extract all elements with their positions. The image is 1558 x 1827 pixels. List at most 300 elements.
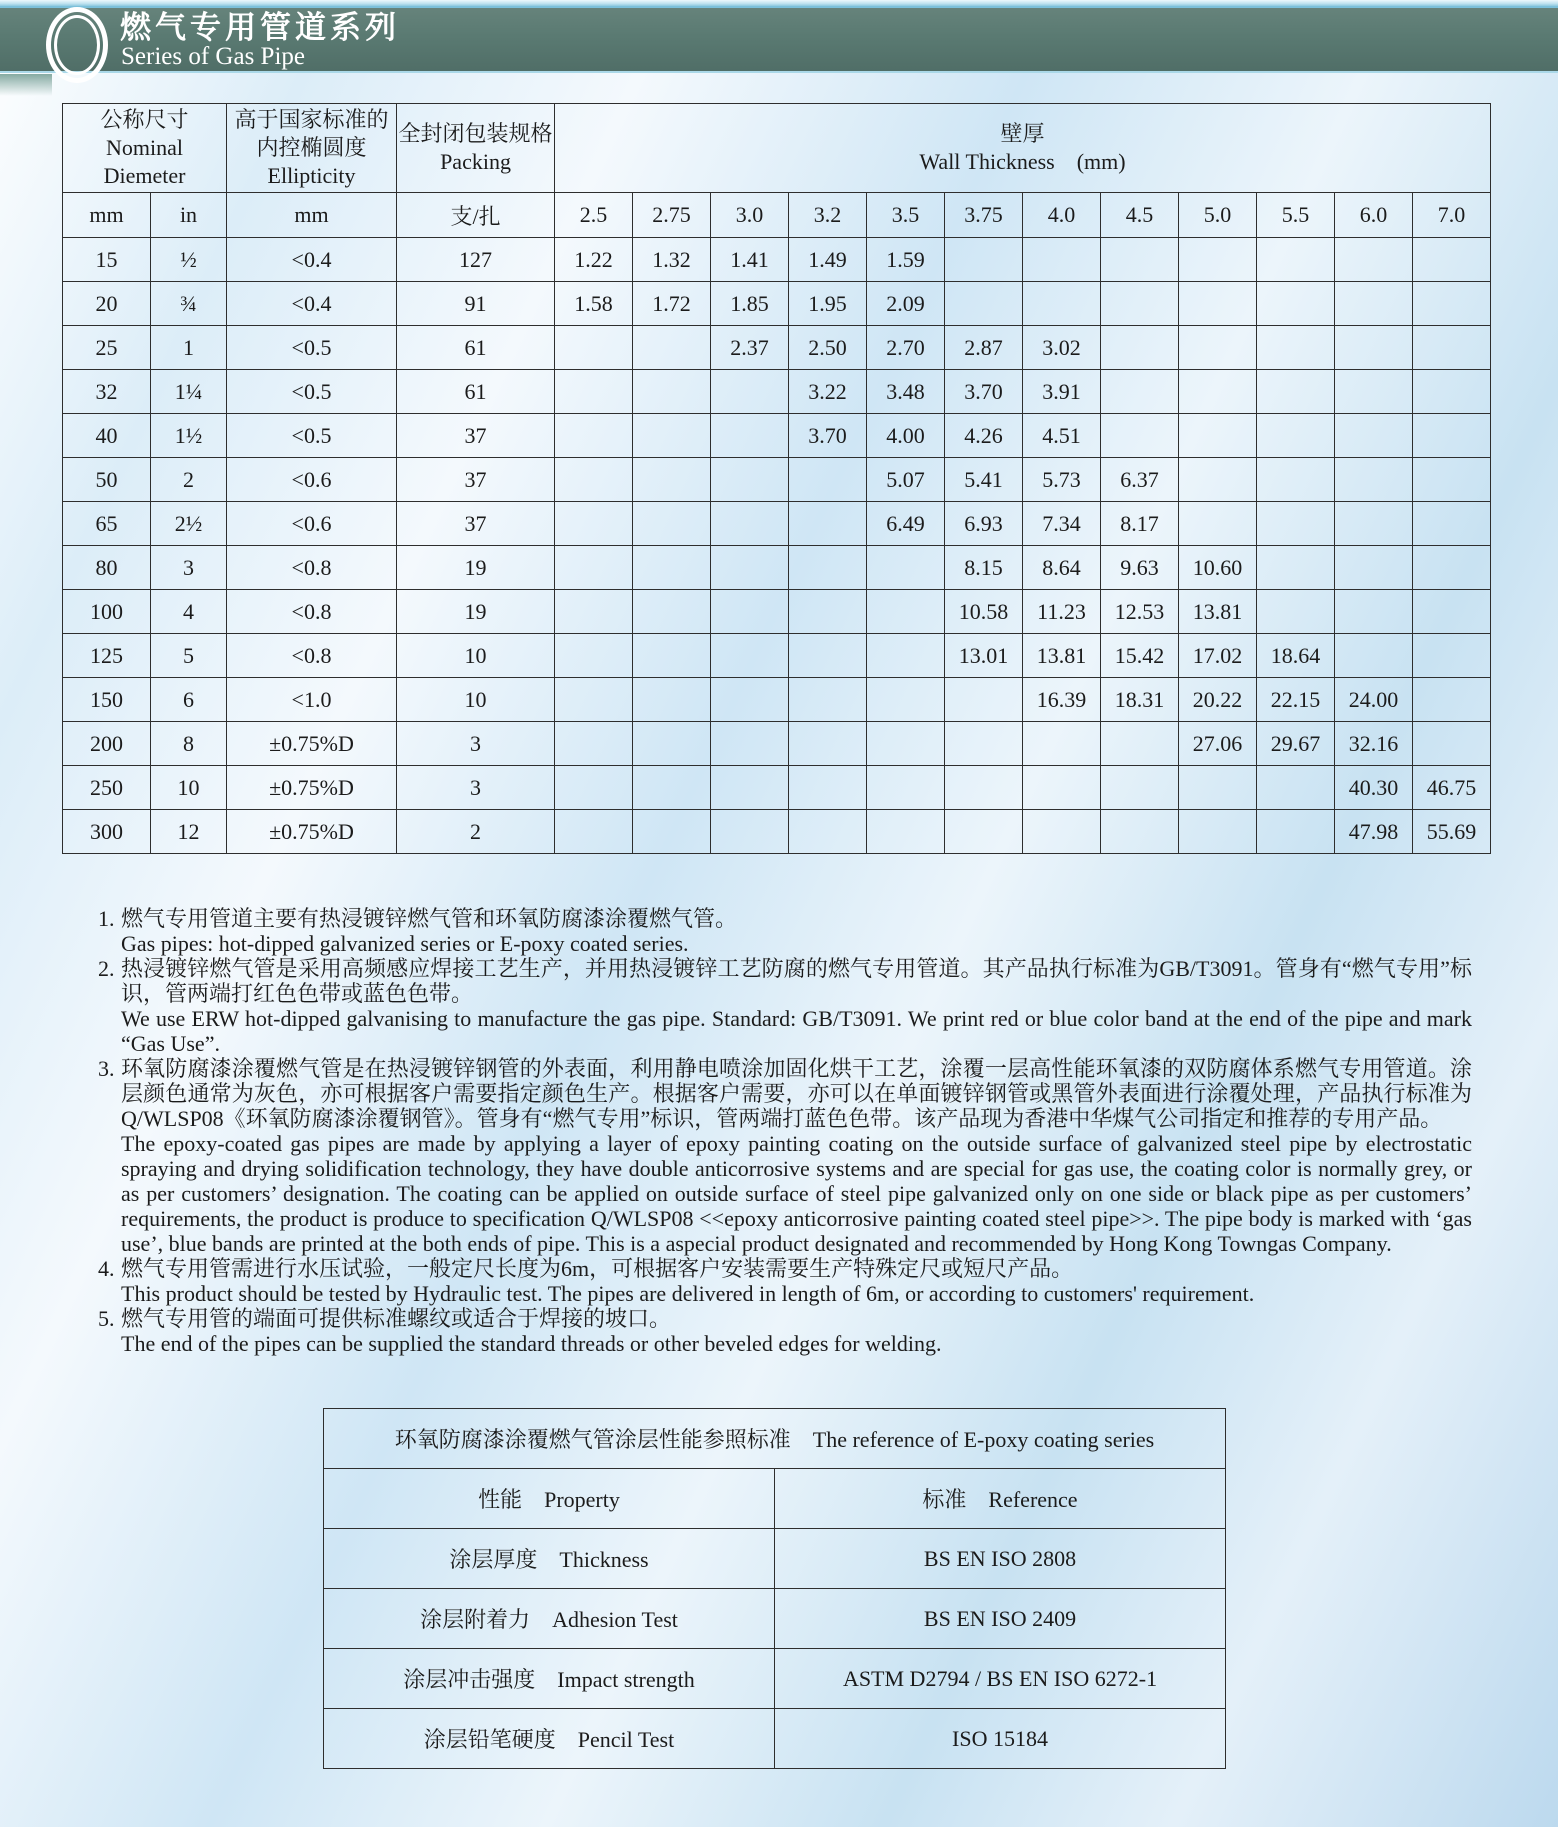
note-number: 3. — [98, 1056, 115, 1081]
wall-thickness-header — [555, 104, 1491, 193]
spec-table-row — [63, 678, 1491, 722]
spec-cell: 3.70 — [789, 414, 867, 458]
spec-cell: 2.37 — [711, 326, 789, 370]
spec-cell — [867, 678, 945, 722]
column-unit-header-cell: 4.5 — [1101, 193, 1179, 238]
spec-table-body — [63, 238, 1491, 854]
packing-header-en: Packing — [440, 149, 511, 174]
spec-cell — [555, 634, 633, 678]
spec-cell — [1101, 766, 1179, 810]
spec-cell — [1101, 282, 1179, 326]
spec-cell: 37 — [397, 414, 555, 458]
spec-cell: <0.4 — [227, 238, 397, 282]
spec-cell — [867, 546, 945, 590]
spec-cell: ¾ — [151, 282, 227, 326]
spec-cell — [1413, 678, 1491, 722]
coating-table-row — [324, 1649, 1226, 1709]
spec-cell — [1335, 590, 1413, 634]
spec-cell: 3 — [397, 722, 555, 766]
spec-cell — [1179, 810, 1257, 854]
spec-cell — [711, 766, 789, 810]
notes-section — [98, 906, 1472, 1406]
spec-cell — [945, 678, 1023, 722]
spec-cell: 6.37 — [1101, 458, 1179, 502]
coating-table-title: 环氧防腐漆涂覆燃气管涂层性能参照标准 The reference of E-poxy coating series — [324, 1409, 1226, 1469]
note-text-zh: 燃气专用管道主要有热浸镀锌燃气管和环氧防腐漆涂覆燃气管。 — [121, 906, 738, 931]
spec-table-row — [63, 282, 1491, 326]
spec-table-row — [63, 238, 1491, 282]
spec-cell — [633, 370, 711, 414]
spec-cell — [945, 766, 1023, 810]
spec-cell — [1413, 238, 1491, 282]
spec-cell — [1023, 766, 1101, 810]
spec-cell — [1335, 414, 1413, 458]
coating-title-row — [324, 1409, 1226, 1469]
spec-cell: <1.0 — [227, 678, 397, 722]
spec-cell: 3.91 — [1023, 370, 1101, 414]
spec-cell — [1179, 238, 1257, 282]
spec-cell — [633, 502, 711, 546]
spec-cell — [1257, 766, 1335, 810]
spec-cell: 10 — [151, 766, 227, 810]
spec-cell: 18.64 — [1257, 634, 1335, 678]
spec-cell — [789, 590, 867, 634]
spec-cell: 20 — [63, 282, 151, 326]
spec-cell: 3.70 — [945, 370, 1023, 414]
spec-cell — [1257, 326, 1335, 370]
spec-cell — [789, 502, 867, 546]
spec-cell: 1.22 — [555, 238, 633, 282]
spec-cell — [555, 370, 633, 414]
spec-cell — [945, 722, 1023, 766]
spec-cell: <0.6 — [227, 502, 397, 546]
note-text-zh: 环氧防腐漆涂覆燃气管是在热浸镀锌钢管的外表面，利用静电喷涂加固化烘干工艺，涂覆一层高性能环氧漆的双防腐体系燃气专用管道。涂层颜色通常为灰色，亦可根据客户需要指定颜色生产。根据客户需要，亦可以在单面镀锌钢管或黑管外表面进行涂覆处理，产品执行标准为Q/WLSP08《环氧防腐漆涂覆钢管》。管身有“燃气专用”标识，管两端打蓝色色带。该产品现为香港中华煤气公司指定和推荐的专用产品。 — [121, 1056, 1472, 1131]
spec-cell: 5.41 — [945, 458, 1023, 502]
spec-cell: 6.49 — [867, 502, 945, 546]
spec-cell: 20.22 — [1179, 678, 1257, 722]
column-unit-header-cell: 7.0 — [1413, 193, 1491, 238]
spec-cell: 1½ — [151, 414, 227, 458]
spec-cell — [1413, 502, 1491, 546]
spec-cell: <0.4 — [227, 282, 397, 326]
spec-cell: 80 — [63, 546, 151, 590]
packing-header-zh: 全封闭包装规格 — [398, 121, 553, 146]
spec-cell — [789, 458, 867, 502]
spec-cell — [1101, 810, 1179, 854]
spec-cell — [1257, 590, 1335, 634]
spec-table-row — [63, 590, 1491, 634]
spec-cell: 2.70 — [867, 326, 945, 370]
group-header-row — [63, 104, 1491, 193]
spec-cell: 150 — [63, 678, 151, 722]
spec-cell: 10.60 — [1179, 546, 1257, 590]
spec-cell — [633, 326, 711, 370]
spec-cell: 10.58 — [945, 590, 1023, 634]
spec-cell: 125 — [63, 634, 151, 678]
spec-cell: 8.17 — [1101, 502, 1179, 546]
coating-cell: ASTM D2794 / BS EN ISO 6272-1 — [775, 1649, 1226, 1709]
coating-table-row — [324, 1469, 1226, 1529]
spec-cell: 1.58 — [555, 282, 633, 326]
spec-cell: 37 — [397, 502, 555, 546]
column-unit-header-cell: 5.5 — [1257, 193, 1335, 238]
spec-table-row — [63, 634, 1491, 678]
spec-cell — [1335, 282, 1413, 326]
spec-cell — [789, 766, 867, 810]
spec-cell — [1023, 722, 1101, 766]
spec-cell — [1023, 282, 1101, 326]
spec-cell — [1335, 546, 1413, 590]
spec-cell — [711, 590, 789, 634]
spec-cell — [1413, 414, 1491, 458]
spec-cell: 8.64 — [1023, 546, 1101, 590]
spec-cell: 3 — [397, 766, 555, 810]
spec-cell — [1101, 326, 1179, 370]
spec-cell — [1257, 810, 1335, 854]
spec-cell — [555, 722, 633, 766]
spec-cell: 2.87 — [945, 326, 1023, 370]
note-text-zh: 燃气专用管的端面可提供标准螺纹或适合于焊接的坡口。 — [121, 1306, 672, 1331]
page-title-en: Series of Gas Pipe — [121, 43, 305, 70]
spec-cell: 19 — [397, 546, 555, 590]
spec-cell: 4.26 — [945, 414, 1023, 458]
spec-cell — [1413, 282, 1491, 326]
spec-cell — [633, 590, 711, 634]
wall-header-zh: 壁厚 — [1000, 121, 1045, 146]
spec-cell: 40.30 — [1335, 766, 1413, 810]
spec-cell — [1101, 370, 1179, 414]
column-unit-header-cell: 5.0 — [1179, 193, 1257, 238]
spec-cell: 8.15 — [945, 546, 1023, 590]
spec-cell — [555, 546, 633, 590]
spec-cell — [789, 546, 867, 590]
spec-cell: 12 — [151, 810, 227, 854]
pipe-ring-logo-inner — [54, 15, 100, 75]
spec-cell: 3 — [151, 546, 227, 590]
spec-cell — [711, 634, 789, 678]
spec-cell — [1101, 414, 1179, 458]
note-text-en: We use ERW hot-dipped galvanising to manufacture the gas pipe. Standard: GB/T3091. We print red or blue color band at the end of the pipe and mark “Gas Use”. — [121, 1006, 1472, 1056]
nominal-header-en1: Nominal — [106, 135, 183, 160]
spec-table-row — [63, 810, 1491, 854]
packing-header — [397, 104, 555, 193]
spec-table-row — [63, 370, 1491, 414]
spec-cell: 200 — [63, 722, 151, 766]
spec-cell — [1413, 546, 1491, 590]
spec-cell — [555, 678, 633, 722]
spec-cell: 5 — [151, 634, 227, 678]
spec-cell: 6.93 — [945, 502, 1023, 546]
spec-cell — [1257, 282, 1335, 326]
column-unit-header-cell: 2.5 — [555, 193, 633, 238]
spec-cell: 18.31 — [1101, 678, 1179, 722]
nominal-header-en2: Diemeter — [103, 163, 186, 188]
spec-cell — [1335, 238, 1413, 282]
spec-cell — [711, 722, 789, 766]
logo-fade-decoration — [0, 74, 52, 96]
spec-cell: 2.50 — [789, 326, 867, 370]
spec-cell — [1413, 634, 1491, 678]
spec-cell — [1335, 370, 1413, 414]
note-item — [98, 1056, 1472, 1256]
note-item — [98, 956, 1472, 1056]
ellipticity-header-en: Ellipticity — [267, 163, 356, 188]
column-unit-header-cell: mm — [227, 193, 397, 238]
spec-cell: 1.49 — [789, 238, 867, 282]
spec-cell — [1101, 238, 1179, 282]
spec-cell: 29.67 — [1257, 722, 1335, 766]
spec-cell: 127 — [397, 238, 555, 282]
spec-cell: ±0.75%D — [227, 722, 397, 766]
spec-cell: ±0.75%D — [227, 810, 397, 854]
spec-cell — [945, 810, 1023, 854]
spec-cell: 12.53 — [1101, 590, 1179, 634]
spec-cell — [867, 722, 945, 766]
spec-cell: 1.59 — [867, 238, 945, 282]
spec-cell — [1413, 370, 1491, 414]
spec-cell — [1101, 722, 1179, 766]
coating-cell: 涂层铅笔硬度 Pencil Test — [324, 1709, 775, 1769]
spec-cell — [1257, 238, 1335, 282]
spec-cell — [555, 810, 633, 854]
spec-cell: 16.39 — [1023, 678, 1101, 722]
spec-cell — [711, 414, 789, 458]
spec-cell: 32.16 — [1335, 722, 1413, 766]
note-number: 4. — [98, 1256, 115, 1281]
spec-cell: 2 — [151, 458, 227, 502]
spec-cell: 1.72 — [633, 282, 711, 326]
spec-cell — [1179, 502, 1257, 546]
coating-table-row — [324, 1529, 1226, 1589]
spec-cell — [711, 546, 789, 590]
spec-cell: 4.00 — [867, 414, 945, 458]
spec-cell: ±0.75%D — [227, 766, 397, 810]
spec-cell — [1413, 722, 1491, 766]
spec-cell: 46.75 — [1413, 766, 1491, 810]
spec-table-row — [63, 458, 1491, 502]
spec-cell — [555, 502, 633, 546]
spec-cell: 61 — [397, 326, 555, 370]
spec-table-row — [63, 722, 1491, 766]
spec-cell: 13.81 — [1023, 634, 1101, 678]
spec-cell: 32 — [63, 370, 151, 414]
spec-cell — [711, 502, 789, 546]
spec-cell — [867, 634, 945, 678]
spec-cell — [1179, 282, 1257, 326]
spec-cell — [1335, 502, 1413, 546]
spec-cell: <0.5 — [227, 414, 397, 458]
spec-cell — [1413, 326, 1491, 370]
spec-cell — [1257, 502, 1335, 546]
spec-cell — [1413, 590, 1491, 634]
spec-cell: 22.15 — [1257, 678, 1335, 722]
page-title-zh: 燃气专用管道系列 — [120, 10, 400, 45]
spec-cell: 24.00 — [1335, 678, 1413, 722]
spec-cell — [1335, 634, 1413, 678]
column-unit-header-cell: mm — [63, 193, 151, 238]
spec-cell: <0.8 — [227, 546, 397, 590]
note-item — [98, 1256, 1472, 1306]
note-text-en: Gas pipes: hot-dipped galvanized series or E-poxy coated series. — [121, 931, 689, 956]
spec-cell: <0.8 — [227, 590, 397, 634]
note-number: 1. — [98, 906, 115, 931]
spec-cell — [1179, 370, 1257, 414]
spec-cell — [867, 810, 945, 854]
spec-cell: 2 — [397, 810, 555, 854]
column-unit-header-cell: 支/扎 — [397, 193, 555, 238]
spec-cell — [1257, 458, 1335, 502]
spec-cell — [1179, 458, 1257, 502]
note-text-en: The end of the pipes can be supplied the standard threads or other beveled edges for welding. — [121, 1331, 942, 1356]
spec-cell — [633, 810, 711, 854]
coating-cell: 性能 Property — [324, 1469, 775, 1529]
note-item — [98, 906, 1472, 956]
spec-cell — [867, 590, 945, 634]
spec-table-row — [63, 326, 1491, 370]
spec-cell: <0.5 — [227, 370, 397, 414]
spec-cell: 50 — [63, 458, 151, 502]
spec-cell: 15.42 — [1101, 634, 1179, 678]
spec-cell: ½ — [151, 238, 227, 282]
spec-cell — [633, 546, 711, 590]
column-unit-header-cell: 4.0 — [1023, 193, 1101, 238]
spec-cell: 5.07 — [867, 458, 945, 502]
spec-cell — [1023, 810, 1101, 854]
spec-cell — [633, 766, 711, 810]
note-text-en: The epoxy-coated gas pipes are made by applying a layer of epoxy painting coating on the outside surface of galvanized steel pipe by electrostatic spraying and drying solidification technology, they have double anticorrosive systems and are special for gas use, the coating color is normally grey, or as per customers’ designation. The coating can be applied on outside surface of steel pipe galvanized only on one side or black pipe as per customers’ requirements, the product is produce to specification Q/WLSP08 <<epoxy anticorrosive painting coated steel pipe>>. The pipe body is marked with ‘gas use’, blue bands are printed at the both ends of pipe. This is a aspecial product designated and recommended by Hong Kong Towngas Company. — [121, 1131, 1472, 1256]
spec-cell — [555, 458, 633, 502]
column-unit-header-cell: 3.2 — [789, 193, 867, 238]
nominal-header-zh: 公称尺寸 — [100, 107, 189, 132]
spec-cell: 37 — [397, 458, 555, 502]
spec-table-row — [63, 546, 1491, 590]
spec-cell: 100 — [63, 590, 151, 634]
spec-table-row — [63, 766, 1491, 810]
coating-cell: ISO 15184 — [775, 1709, 1226, 1769]
spec-cell — [1179, 326, 1257, 370]
spec-cell: 55.69 — [1413, 810, 1491, 854]
spec-table-row — [63, 414, 1491, 458]
spec-cell: 3.48 — [867, 370, 945, 414]
spec-cell: 27.06 — [1179, 722, 1257, 766]
spec-cell: 250 — [63, 766, 151, 810]
spec-cell: 47.98 — [1335, 810, 1413, 854]
column-unit-header-cell: 3.0 — [711, 193, 789, 238]
spec-cell — [633, 634, 711, 678]
spec-cell — [711, 370, 789, 414]
column-unit-header-cell: 2.75 — [633, 193, 711, 238]
spec-cell: 6 — [151, 678, 227, 722]
spec-cell: 1.32 — [633, 238, 711, 282]
spec-cell: 1 — [151, 326, 227, 370]
spec-cell — [633, 414, 711, 458]
spec-cell: 19 — [397, 590, 555, 634]
column-unit-header-cell: 6.0 — [1335, 193, 1413, 238]
coating-cell: 涂层冲击强度 Impact strength — [324, 1649, 775, 1709]
spec-cell — [1413, 458, 1491, 502]
spec-cell — [1179, 414, 1257, 458]
spec-cell: 13.01 — [945, 634, 1023, 678]
spec-cell — [1179, 766, 1257, 810]
spec-cell: 4 — [151, 590, 227, 634]
spec-cell: 3.02 — [1023, 326, 1101, 370]
spec-table-row — [63, 502, 1491, 546]
spec-cell: 300 — [63, 810, 151, 854]
nominal-diameter-header — [63, 104, 227, 193]
spec-cell — [555, 766, 633, 810]
spec-cell — [555, 326, 633, 370]
spec-cell — [1335, 326, 1413, 370]
spec-cell — [1335, 458, 1413, 502]
coating-cell: 涂层附着力 Adhesion Test — [324, 1589, 775, 1649]
coating-table-row — [324, 1709, 1226, 1769]
column-unit-header-cell: 3.5 — [867, 193, 945, 238]
spec-cell: 11.23 — [1023, 590, 1101, 634]
spec-cell: <0.5 — [227, 326, 397, 370]
coating-standards-table — [323, 1408, 1226, 1769]
wall-header-en: Wall Thickness (mm) — [919, 149, 1126, 174]
spec-cell — [633, 458, 711, 502]
spec-cell: 1¼ — [151, 370, 227, 414]
spec-cell: 1.41 — [711, 238, 789, 282]
coating-cell: BS EN ISO 2409 — [775, 1589, 1226, 1649]
spec-cell: 15 — [63, 238, 151, 282]
note-number: 5. — [98, 1306, 115, 1331]
spec-cell — [789, 722, 867, 766]
spec-cell — [555, 414, 633, 458]
spec-cell — [711, 810, 789, 854]
note-text-zh: 燃气专用管需进行水压试验，一般定尺长度为6m，可根据客户安装需要生产特殊定尺或短尺产品。 — [121, 1256, 1074, 1281]
pipe-ring-logo-icon — [46, 7, 108, 83]
spec-cell: 10 — [397, 634, 555, 678]
spec-cell: 4.51 — [1023, 414, 1101, 458]
spec-cell — [1257, 370, 1335, 414]
note-text-zh: 热浸镀锌燃气管是采用高频感应焊接工艺生产，并用热浸镀锌工艺防腐的燃气专用管道。其产品执行标准为GB/T3091。管身有“燃气专用”标识，管两端打红色色带或蓝色色带。 — [121, 956, 1472, 1006]
spec-cell — [1257, 414, 1335, 458]
spec-cell — [789, 634, 867, 678]
spec-cell — [1257, 546, 1335, 590]
spec-cell: 7.34 — [1023, 502, 1101, 546]
spec-cell — [789, 810, 867, 854]
spec-cell: 91 — [397, 282, 555, 326]
spec-cell: 9.63 — [1101, 546, 1179, 590]
spec-cell: 8 — [151, 722, 227, 766]
spec-cell: 17.02 — [1179, 634, 1257, 678]
spec-cell: 25 — [63, 326, 151, 370]
coating-cell: 涂层厚度 Thickness — [324, 1529, 775, 1589]
spec-cell: 40 — [63, 414, 151, 458]
spec-cell — [945, 282, 1023, 326]
gas-pipe-spec-table — [62, 103, 1491, 854]
ellipticity-header — [227, 104, 397, 193]
spec-cell — [789, 678, 867, 722]
spec-cell: 2½ — [151, 502, 227, 546]
coating-table-body — [324, 1469, 1226, 1769]
spec-cell — [555, 590, 633, 634]
spec-cell: 2.09 — [867, 282, 945, 326]
spec-cell — [711, 458, 789, 502]
spec-cell — [945, 238, 1023, 282]
spec-cell: 5.73 — [1023, 458, 1101, 502]
spec-cell — [711, 678, 789, 722]
note-text-en: This product should be tested by Hydraulic test. The pipes are delivered in length of 6m, or according to customers' requirement. — [121, 1281, 1255, 1306]
spec-cell: 13.81 — [1179, 590, 1257, 634]
spec-cell — [633, 722, 711, 766]
note-item — [98, 1306, 1472, 1356]
spec-cell: 3.22 — [789, 370, 867, 414]
coating-table-row — [324, 1589, 1226, 1649]
coating-cell: 标准 Reference — [775, 1469, 1226, 1529]
